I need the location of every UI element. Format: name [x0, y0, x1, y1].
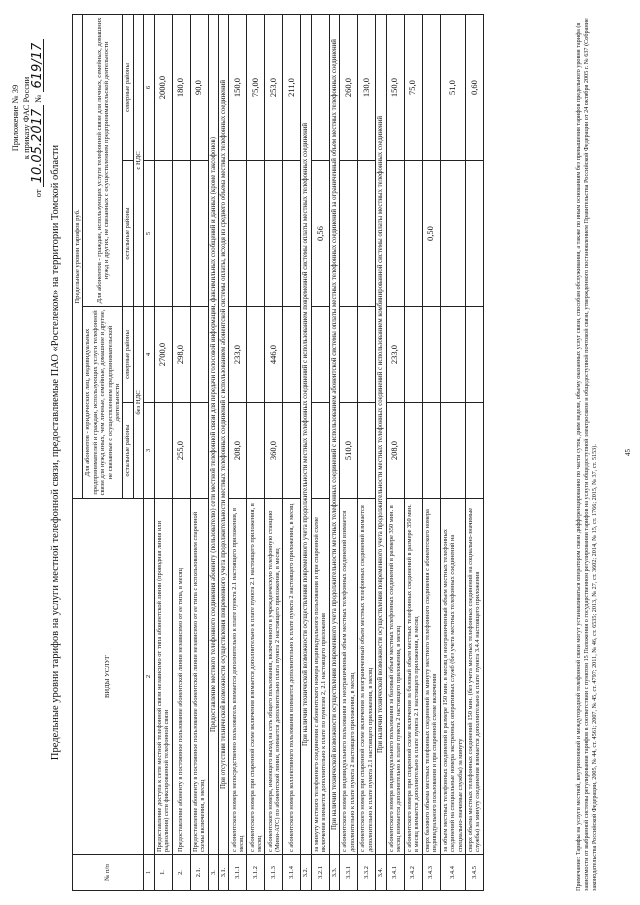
value-northern-districts-legal	[422, 307, 440, 403]
tariff-table-body	[154, 14, 483, 890]
value-northern-districts-legal	[190, 307, 208, 403]
table-row	[340, 14, 358, 890]
table-section-row	[301, 14, 311, 890]
value-northern-districts-citizens: 75,00	[247, 14, 265, 160]
table-section-row	[219, 14, 229, 890]
value-other-districts-citizens	[229, 161, 247, 307]
section-title: При наличии технической возможности осуществления повременного учета продолжительности местных телефонных соединений с использованием повременной системы оплаты местных телефонных соединений	[301, 14, 311, 854]
value-other-districts-citizens	[358, 161, 376, 307]
header-northern-districts-legal: северные районы	[123, 307, 133, 403]
header-other-districts-legal: остальные районы	[123, 403, 133, 499]
value-other-districts-legal	[358, 403, 376, 499]
row-number: 1.	[154, 855, 172, 891]
colnum-1: 1	[144, 855, 154, 891]
section-title: При отсутствии технической возможности осуществления повременного учета продолжительности местных телефонных соединений с использованием абонентской системы оплаты, исходя из среднего объема местных телефонных соединений	[219, 14, 229, 854]
row-number: 3.2.	[301, 855, 311, 891]
value-other-districts-legal	[190, 403, 208, 499]
table-row	[247, 14, 265, 890]
row-number: 3.1.2	[247, 855, 265, 891]
service-description: Предоставление абоненту в постоянное пользование абонентской линии независимо от ее типа, в месяц	[172, 499, 190, 855]
service-description: с абонентского номера при спаренной схеме включения взимается дополнительно к плате пункта 2.1 настоящего приложения, в месяц	[247, 499, 265, 855]
appendix-block	[10, 18, 44, 218]
section-title: Предоставление местного телефонного соединения абоненту (пользователю) сети местной телефонной связи для передачи голосовой информации, факсимильных сообщений и данных (кроме таксофонов)	[208, 14, 218, 854]
tariff-table	[72, 14, 484, 891]
row-number: 3.4.	[376, 855, 386, 891]
colnum-4: 4	[144, 307, 154, 403]
value-other-districts-legal	[422, 403, 440, 499]
row-number: 3.1.3	[265, 855, 283, 891]
value-northern-districts-legal	[404, 307, 422, 403]
table-row	[358, 14, 376, 890]
colnum-6: 6	[144, 14, 154, 160]
header-num: № п/п	[73, 855, 144, 891]
row-number: 3.4.5	[465, 855, 483, 891]
header-group-citizens: Для абонентов - граждан, использующих услуги телефонной связи для личных, семейных, домашних нужд и других, не связанных с осуществлением предпринимательской деятельности	[83, 14, 123, 306]
notes-label: Примечание:	[575, 856, 582, 891]
appendix-line2: к приказу ФАС России	[21, 76, 31, 160]
value-northern-districts-legal	[440, 307, 465, 403]
value-other-districts-legal	[440, 403, 465, 499]
value-other-districts-citizens	[265, 161, 283, 307]
value-other-districts-citizens	[283, 161, 301, 307]
header-northern-districts-citizens: северные районы	[123, 14, 133, 160]
table-row	[154, 14, 172, 890]
number-label: №	[33, 94, 43, 103]
service-description: сверх базового объема местных телефонных соединений за минуту местного телефонного соединения с абонентского номера индивидуального пользования и при спаренной схеме включения	[422, 499, 440, 855]
service-description: с абонентского номера коллективного пользования взимается дополнительно к плате пункта 2 настоящего приложения, в месяц	[283, 499, 301, 855]
value-other-districts-citizens	[404, 161, 422, 307]
table-row	[465, 14, 483, 890]
page-number: 45	[624, 449, 632, 456]
service-description: Предоставление абоненту в постоянное пользование абонентской линии независимо от ее типа с использованием спаренной схемы включения, в месяц	[190, 499, 208, 855]
header-tariff-levels: Предельные уровни тарифов руб.	[73, 14, 83, 498]
value-northern-districts-legal: 446,0	[265, 307, 283, 403]
table-section-row	[208, 14, 218, 890]
value-northern-districts-legal	[311, 307, 329, 403]
value-other-districts-legal: 255,0	[172, 403, 190, 499]
value-other-districts-citizens: 0,50	[422, 161, 440, 307]
document-title: Предельные уровни тарифов на услуги местной телефонной связи, предоставляемые ПАО «Ростелеком» на территории Томской области	[50, 144, 61, 761]
value-northern-districts-citizens: 150,0	[386, 14, 404, 160]
value-northern-districts-citizens: 211,0	[283, 14, 301, 160]
value-northern-districts-citizens	[311, 14, 329, 160]
value-northern-districts-citizens: 150,0	[229, 14, 247, 160]
value-northern-districts-citizens: 253,0	[265, 14, 283, 160]
value-other-districts-citizens	[247, 161, 265, 307]
colnum-2: 2	[144, 499, 154, 855]
value-northern-districts-citizens: 51,0	[440, 14, 465, 160]
value-other-districts-citizens	[340, 161, 358, 307]
colnum-3: 3	[144, 403, 154, 499]
appendix-date-line	[32, 18, 44, 218]
row-number: 3.	[208, 855, 218, 891]
value-other-districts-legal	[404, 403, 422, 499]
service-description: за минуту местного телефонного соединения с абонентского номера индивидуального пользования и при спаренной схеме включения взимается дополнительно к плате по пунктам 2, 2.1 настоящего приложения	[311, 499, 329, 855]
section-title: При наличии технической возможности осуществления повременного учета продолжительности местных телефонных соединений с использованием комбинированной системы оплаты местных телефонных соединений	[376, 14, 386, 854]
row-number: 3.2.1	[311, 855, 329, 891]
value-northern-districts-legal: 233,0	[386, 307, 404, 403]
service-description: за объем местных телефонных соединений в размере 150 мин. в месяц и неограниченный объем местных телефонных соединений на специальные номера экстренных оперативных служб (без учета местных телефонных соединений на специально-значимые службы) за минуту	[440, 499, 465, 855]
value-other-districts-citizens	[190, 161, 208, 307]
handwritten-date: 10.05.2017	[32, 105, 44, 187]
notes-text: Тарифы на услуги местной, внутризоновой и междугородной телефонной связи могут устанавливаться оператором связи дифференцированно по части суток, дням недели, объему оказанных услуг связи, способам обслуживания, а также по иным основаниям без превышения тарифов предельного уровня тарифа (в зависимости от выбранной системы регулирования тарифов в соответствии с пунктом 15 Положения о государственном регулировании тарифов на услуги общедоступной электросвязи и общедоступной почтовой связи, утвержденного постановлением Правительства Российской Федерации от 24 октября 2005 г. № 637 (Собрание законодательства Российской Федерации, 2005, № 44, ст. 4561; 2007, № 45, ст. 4797; 2011, № 46, ст. 6535; 2013, № 27, ст. 3602; 2014, № 15, ст. 1766; 2015, № 37, ст. 5153).	[575, 18, 598, 891]
header-vat-incl: с НДС	[133, 14, 143, 306]
from-label: от	[33, 189, 43, 198]
service-description: с абонентского номера, имеющего выход на сеть общего пользования, включенного в учрежденческую телефонную станцию (Мини-АТС) по абонентской линии, взимается дополнительно плата пункта 2 настоящего приложения, в месяц	[265, 499, 283, 855]
value-northern-districts-citizens: 0,60	[465, 14, 483, 160]
value-northern-districts-citizens: 180,0	[172, 14, 190, 160]
value-northern-districts-legal	[340, 307, 358, 403]
table-section-row	[329, 14, 339, 890]
service-description: с абонентского номера индивидуального пользования за неограниченный объем местных телефонных соединений взимается дополнительно к плате пункта 2 настоящего приложения, в месяц	[340, 499, 358, 855]
value-other-districts-citizens	[440, 161, 465, 307]
row-number: 3.1.1	[229, 855, 247, 891]
value-northern-districts-legal	[465, 307, 483, 403]
value-other-districts-legal	[154, 403, 172, 499]
table-row	[311, 14, 329, 890]
appendix-title: Приложение № 39	[10, 84, 20, 152]
value-other-districts-citizens	[465, 161, 483, 307]
row-number: 2.	[172, 855, 190, 891]
row-number: 2.1.	[190, 855, 208, 891]
service-description: с абонентского номера при спаренной схеме включения за базовый объем местных телефонных соединений в размере 350 мин. в месяц взимается дополнительно к плате пункта 2.1 настоящего приложения, в месяц	[404, 499, 422, 855]
service-description: с абонентского номера индивидуального пользования за базовый объем местных телефонных соединений в размере 350 мин. в месяц взимается дополнительно к плате пункта 2 настоящего приложения, в месяц	[386, 499, 404, 855]
value-northern-districts-citizens	[422, 14, 440, 160]
table-row	[172, 14, 190, 890]
value-other-districts-legal	[247, 403, 265, 499]
row-number: 3.1.	[219, 855, 229, 891]
value-northern-districts-legal: 233,0	[229, 307, 247, 403]
header-group-legal: Для абонентов - юридических лиц, индивидуальных предпринимателей и граждан, использующих услуги телефонной связи для нужд иных, чем личные, семейные, домашние и другие, не связанные с осуществлением предпринимательской деятельности	[83, 307, 123, 499]
row-number: 3.3.2	[358, 855, 376, 891]
table-row	[440, 14, 465, 890]
value-northern-districts-citizens: 2000,0	[154, 14, 172, 160]
service-description: Предоставление доступа к сети местной телефонной связи независимо от типа абонентской линии (проводная линия или радиолиния) сети фиксированной телефонной связи	[154, 499, 172, 855]
notes	[575, 15, 599, 891]
service-description: сверх объема местных телефонных соединений 150 мин. (без учета местных телефонных соединений на социально-значимые службы) за минуту соединения взимается дополнительно к плате пункта 3.4.4 настоящего приложения	[465, 499, 483, 855]
value-other-districts-legal	[465, 403, 483, 499]
value-northern-districts-citizens: 90,0	[190, 14, 208, 160]
table-section-row	[376, 14, 386, 890]
value-northern-districts-legal	[358, 307, 376, 403]
row-number: 3.3.	[329, 855, 339, 891]
table-row	[404, 14, 422, 890]
value-northern-districts-citizens: 130,0	[358, 14, 376, 160]
table-row	[283, 14, 301, 890]
value-other-districts-legal: 510,0	[340, 403, 358, 499]
row-number: 3.1.4	[283, 855, 301, 891]
row-number: 3.4.4	[440, 855, 465, 891]
value-other-districts-legal: 208,0	[386, 403, 404, 499]
value-other-districts-legal: 360,0	[265, 403, 283, 499]
section-title: При наличии технической возможности осуществления повременного учета продолжительности местных телефонных соединений с использованием абонентской системы оплаты местных телефонных соединений за ограниченный объем местных телефонных соединений	[329, 14, 339, 854]
table-row	[190, 14, 208, 890]
value-other-districts-citizens	[386, 161, 404, 307]
value-northern-districts-citizens: 75,0	[404, 14, 422, 160]
value-northern-districts-legal	[247, 307, 265, 403]
row-number: 3.4.1	[386, 855, 404, 891]
table-row	[229, 14, 247, 890]
value-other-districts-legal: 208,0	[229, 403, 247, 499]
value-other-districts-legal	[311, 403, 329, 499]
colnum-5: 5	[144, 161, 154, 307]
value-other-districts-citizens: 0,56	[311, 161, 329, 307]
table-row	[265, 14, 283, 890]
row-number: 3.4.3	[422, 855, 440, 891]
table-row	[422, 14, 440, 890]
service-description: с абонентского номера непосредственно пользователь взимается дополнительно к плате пункта 2.1 настоящего приложения, в месяц	[229, 499, 247, 855]
value-other-districts-citizens	[172, 161, 190, 307]
value-other-districts-citizens	[154, 161, 172, 307]
row-number: 3.3.1	[340, 855, 358, 891]
header-services: ВИДЫ УСЛУГ	[73, 499, 144, 855]
service-description: с абонентского номера при спаренной схеме включения за неограниченный объем местных телефонных соединений взимается дополнительно к плате пункта 2.1 настоящего приложения, в месяц	[358, 499, 376, 855]
value-other-districts-legal	[283, 403, 301, 499]
header-other-districts-citizens: остальные районы	[123, 161, 133, 307]
table-row	[386, 14, 404, 890]
value-northern-districts-citizens: 260,0	[340, 14, 358, 160]
value-northern-districts-legal	[283, 307, 301, 403]
value-northern-districts-legal: 2700,0	[154, 307, 172, 403]
row-number: 3.4.2	[404, 855, 422, 891]
header-vat-excl: без НДС	[133, 307, 143, 499]
value-northern-districts-legal: 298,0	[172, 307, 190, 403]
handwritten-number: 619/17	[32, 39, 44, 93]
